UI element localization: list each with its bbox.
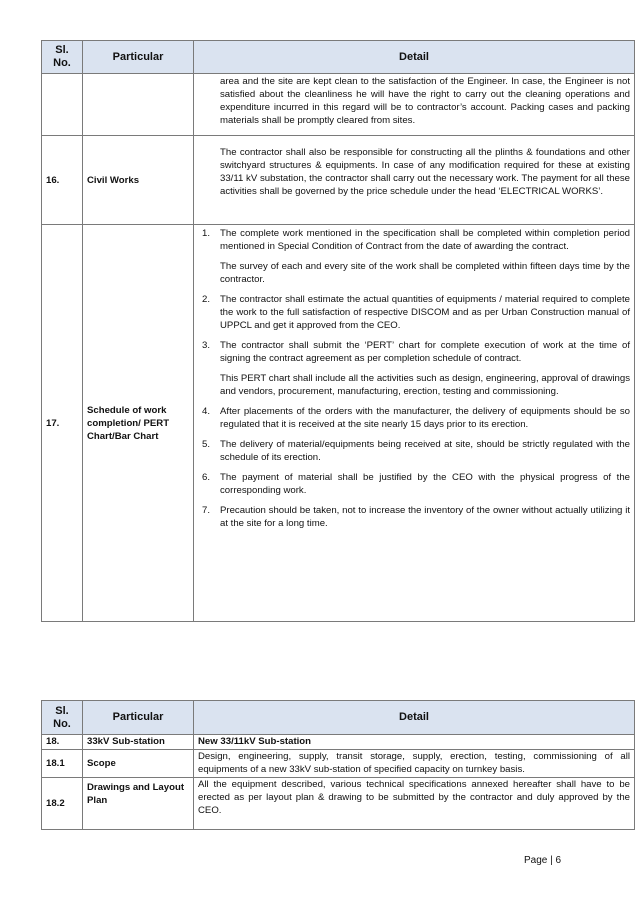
row-18-1-particular: Scope [83, 750, 194, 778]
specification-table-2 [41, 700, 635, 830]
row-17-detail [194, 225, 635, 622]
table-header [42, 701, 635, 735]
header-detail: Detail [194, 41, 635, 74]
list-item: 1. The complete work mentioned in the specification shall be completed within completion period mentioned in Special Condition of Contract from the date of awarding the contract. [202, 228, 630, 252]
table-row-18-1 [42, 750, 635, 778]
list-item: 3. The contractor shall submit the ‘PERT’ chart for complete execution of work at the time of signing the contract agreement as per completion schedule of contract. [202, 340, 630, 364]
header-sl-no: Sl. No. [42, 701, 83, 735]
specification-table-1 [41, 40, 635, 622]
page-number: Page | 6 [524, 855, 562, 866]
header-detail: Detail [194, 701, 635, 735]
table-row-17 [42, 225, 635, 622]
table-row-16 [42, 136, 635, 225]
header-particular: Particular [83, 701, 194, 735]
row-18-detail: New 33/11kV Sub-station [194, 735, 635, 750]
table-row [42, 74, 635, 136]
list-item: 2. The contractor shall estimate the actual quantities of equipments / material required to complete the work to the full satisfaction of respective DISCOM and as per Urban Construction manual of UPPCL and get it approved from the CEO. [202, 294, 630, 331]
row-16-sl: 16. [42, 136, 83, 225]
schedule-list [198, 227, 630, 530]
list-item: 6. The payment of material shall be justified by the CEO with the physical progress of the corresponding work. [202, 472, 630, 496]
table-row-18 [42, 735, 635, 750]
row-16-particular: Civil Works [83, 136, 194, 225]
list-item: 5. The delivery of material/equipments being received at site, should be strictly regulated with the schedule of its erection. [202, 439, 630, 463]
row-18-sl: 18. [42, 735, 83, 750]
header-sl-no: Sl. No. [42, 41, 83, 74]
row-sl-empty [42, 74, 83, 136]
table-row-18-2 [42, 778, 635, 830]
row-18-2-sl: 18.2 [42, 778, 83, 830]
row-18-2-detail: All the equipment described, various technical specifications annexed hereafter shall have to be erected as per layout plan & drawing to be submitted by the contractor and duly approved by the CEO. [194, 778, 635, 830]
row-18-1-detail: Design, engineering, supply, transit storage, supply, erection, testing, commissioning of all equipments of a new 33kV sub-station of specified capacity on turnkey basis. [194, 750, 635, 778]
row-18-particular: 33kV Sub-station [83, 735, 194, 750]
header-particular: Particular [83, 41, 194, 74]
row-18-2-particular: Drawings and Layout Plan [83, 778, 194, 830]
continuation-detail: area and the site are kept clean to the satisfaction of the Engineer. In case, the Engineer is not satisfied about the cleanliness he will have the right to carry out the cleaning operations and expenditure incurred in this regard will be to contractor’s account. Packing cases and packing materials shall be promptly cleared from sites. [194, 74, 635, 136]
row-17-sl: 17. [42, 225, 83, 622]
row-17-particular: Schedule of work completion/ PERT Chart/Bar Chart [83, 225, 194, 622]
list-item: This PERT chart shall include all the activities such as design, engineering, approval of drawings and vendors, procurement, manufacturing, erection, testing and commissioning. [220, 373, 630, 397]
table-header [42, 41, 635, 74]
list-item: 7. Precaution should be taken, not to increase the inventory of the owner without actually utilizing it at the site for a long time. [202, 505, 630, 529]
list-item: The survey of each and every site of the work shall be completed within fifteen days time by the contractor. [220, 261, 630, 285]
row-16-detail: The contractor shall also be responsible for constructing all the plinths & foundations and other switchyard structures & equipments. In case of any modification required for these at existing 33/11 kV substation, the contractor shall carry out the necessary work. The payment for all these activities shall be governed by the price schedule under the head ‘ELECTRICAL WORKS’. [194, 136, 635, 225]
row-particular-empty [83, 74, 194, 136]
row-18-1-sl: 18.1 [42, 750, 83, 778]
list-item: 4. After placements of the orders with the manufacturer, the delivery of equipments should be so regulated that it is received at the site nearly 15 days prior to its erection. [202, 406, 630, 430]
